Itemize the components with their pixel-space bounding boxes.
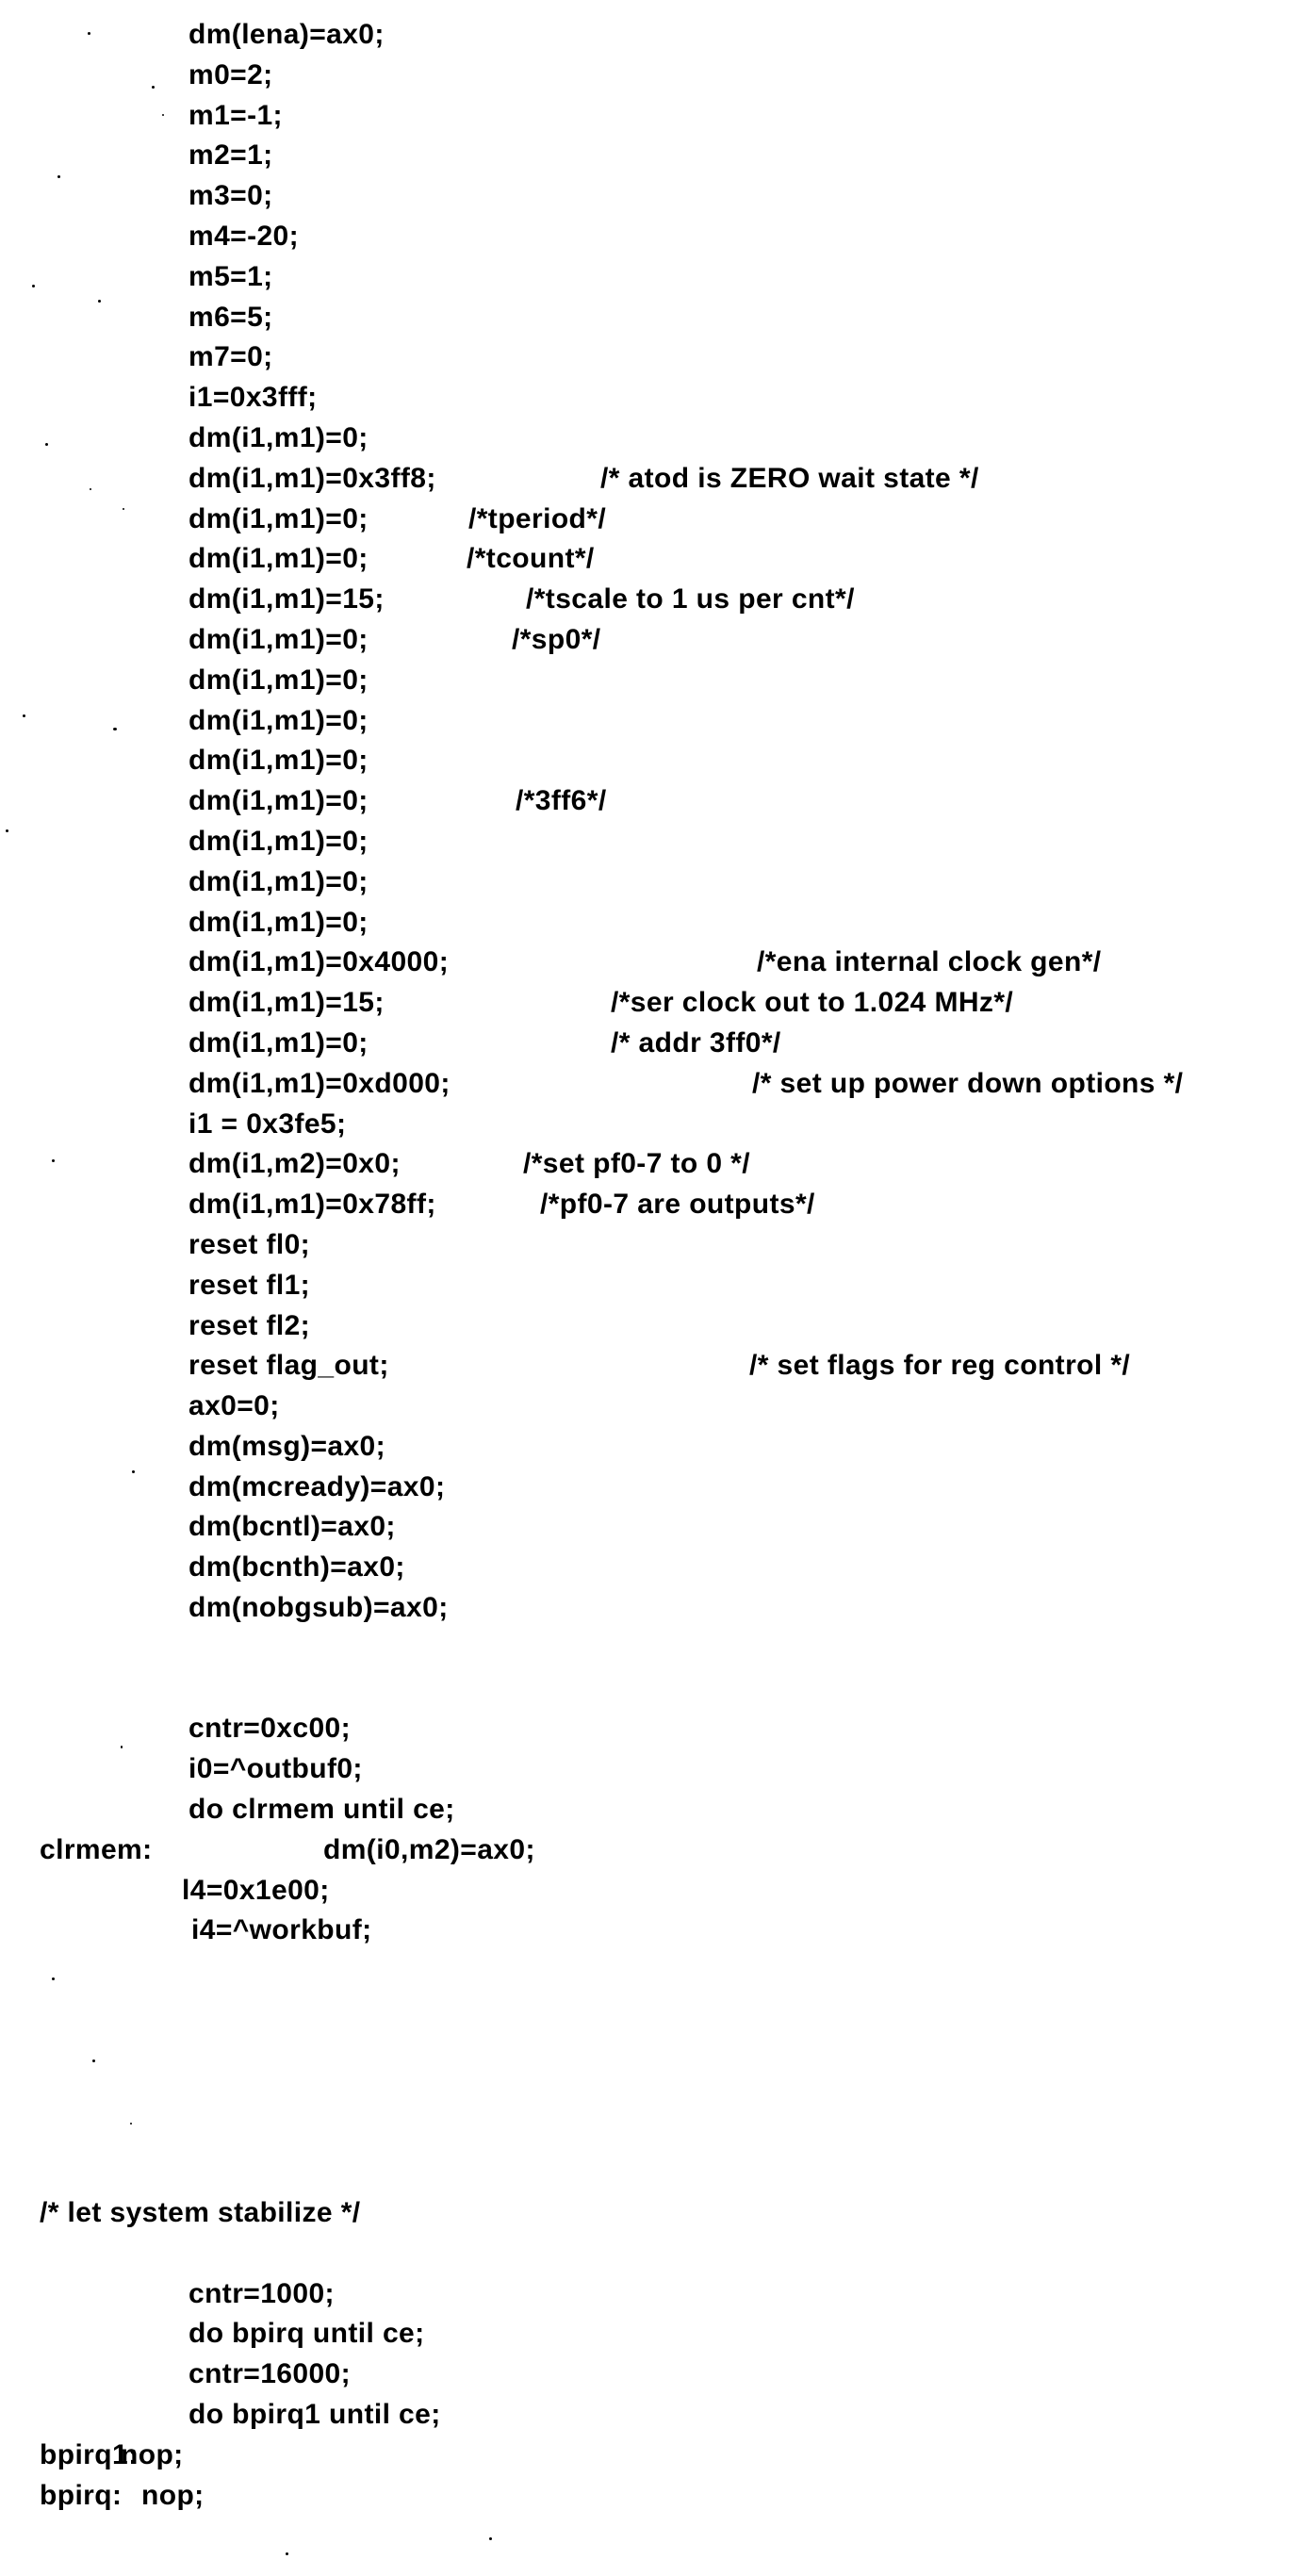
code-comment: /*set pf0-7 to 0 */ (523, 1148, 750, 1180)
scan-noise-speck (57, 175, 60, 178)
scan-noise-speck (32, 285, 35, 287)
code-text: dm(i1,m1)=0; (188, 1026, 369, 1058)
code-text: m3=0; (188, 180, 273, 212)
scan-noise-speck (121, 1746, 123, 1748)
code-text: dm(nobgsub)=ax0; (188, 1592, 449, 1624)
scan-noise-speck (489, 2537, 492, 2540)
code-line (0, 1144, 1311, 1185)
code-line (0, 337, 1311, 378)
code-line (0, 1830, 1311, 1871)
scan-noise-speck (52, 1977, 55, 1980)
code-text: l4=0x1e00; (182, 1874, 330, 1906)
code-text: dm(i1,m1)=0; (188, 543, 369, 575)
scan-noise-speck (52, 1159, 55, 1162)
code-comment: /*sp0*/ (512, 623, 601, 655)
code-line (0, 620, 1311, 661)
code-line (0, 1709, 1311, 1749)
code-text: dm(i1,m1)=0; (188, 906, 369, 938)
scan-noise-speck (113, 728, 117, 730)
code-line (0, 1024, 1311, 1064)
scan-noise-speck (98, 300, 101, 303)
code-text: dm(i1,m1)=0; (188, 421, 369, 453)
code-line (0, 781, 1311, 822)
code-line (0, 96, 1311, 137)
code-text: dm(i1,m1)=0; (188, 623, 369, 655)
code-text: cntr=0xc00; (188, 1713, 352, 1745)
blank-line (0, 1629, 1311, 1669)
code-text: dm(i0,m2)=ax0; (323, 1833, 535, 1865)
code-label: bpirq1: (40, 2438, 139, 2470)
code-text: dm(i1,m1)=0; (188, 785, 369, 817)
code-listing (0, 15, 1311, 2516)
blank-line (0, 2153, 1311, 2193)
code-line (0, 136, 1311, 176)
blank-line (0, 1669, 1311, 1710)
scan-noise-speck (130, 2123, 132, 2125)
code-text: dm(lena)=ax0; (188, 19, 385, 50)
code-text: cntr=16000; (188, 2358, 352, 2390)
code-line (0, 1105, 1311, 1145)
code-line (0, 2314, 1311, 2354)
code-line (0, 15, 1311, 56)
code-line (0, 217, 1311, 257)
scan-noise-speck (90, 488, 91, 490)
code-text: dm(i1,m1)=0x4000; (188, 946, 450, 978)
code-text: reset flag_out; (188, 1350, 389, 1382)
code-line (0, 1346, 1311, 1386)
scan-noise-speck (132, 1470, 135, 1473)
code-text: m7=0; (188, 341, 273, 373)
code-line (0, 459, 1311, 500)
code-line (0, 1507, 1311, 1548)
scan-noise-speck (23, 714, 25, 717)
code-text: cntr=1000; (188, 2277, 335, 2309)
code-line (0, 1911, 1311, 1951)
blank-line (0, 2032, 1311, 2073)
scan-noise-speck (92, 2059, 95, 2062)
code-line (0, 2274, 1311, 2315)
code-text: i0=^outbuf0; (188, 1753, 363, 1785)
scan-noise-speck (45, 443, 48, 446)
code-comment: /*3ff6*/ (516, 785, 607, 817)
code-line (0, 741, 1311, 781)
code-line (0, 176, 1311, 217)
code-comment: /* addr 3ff0*/ (611, 1026, 781, 1058)
code-text: do bpirq1 until ce; (188, 2399, 441, 2431)
scan-noise-speck (6, 829, 8, 832)
code-text: dm(mcready)=ax0; (188, 1470, 446, 1502)
code-text: dm(i1,m1)=0xd000; (188, 1067, 451, 1099)
code-text: dm(bcntl)=ax0; (188, 1511, 396, 1543)
code-line (0, 257, 1311, 298)
code-text: i1 = 0x3fe5; (188, 1108, 347, 1140)
code-text: m4=-20; (188, 220, 300, 252)
code-line (0, 298, 1311, 338)
code-text: dm(i1,m1)=0; (188, 865, 369, 897)
code-text: i1=0x3fff; (188, 382, 318, 414)
code-line (0, 378, 1311, 418)
code-text: reset fl1; (188, 1269, 311, 1301)
code-text: dm(i1,m1)=15; (188, 583, 385, 615)
code-comment: /*tscale to 1 us per cnt*/ (526, 583, 855, 615)
scan-noise-speck (286, 2552, 288, 2555)
code-comment: /*tperiod*/ (468, 502, 607, 534)
code-line (0, 1064, 1311, 1105)
code-line (0, 1185, 1311, 1225)
code-text: dm(i1,m2)=0x0; (188, 1148, 401, 1180)
blank-line (0, 2112, 1311, 2153)
code-text: dm(i1,m1)=0x78ff; (188, 1189, 436, 1221)
code-comment: /* set flags for reg control */ (749, 1350, 1131, 1382)
code-line (0, 1749, 1311, 1790)
code-line (0, 943, 1311, 983)
scan-noise-speck (123, 508, 124, 510)
code-line (0, 2476, 1311, 2517)
code-line (0, 500, 1311, 540)
code-text: dm(i1,m1)=0; (188, 664, 369, 696)
scan-noise-speck (152, 86, 155, 89)
code-text: m1=-1; (188, 99, 283, 131)
blank-line (0, 2234, 1311, 2274)
code-line (0, 862, 1311, 903)
code-line (0, 1306, 1311, 1347)
code-comment: /*pf0-7 are outputs*/ (540, 1189, 815, 1221)
code-comment: /* atod is ZERO wait state */ (600, 462, 979, 494)
code-line (0, 539, 1311, 580)
code-text: m5=1; (188, 260, 273, 292)
code-line (0, 1588, 1311, 1629)
blank-line (0, 1992, 1311, 2032)
code-text: nop; (141, 2479, 205, 2511)
code-line (0, 1871, 1311, 1911)
code-text: dm(i1,m1)=0; (188, 745, 369, 777)
code-line (0, 1427, 1311, 1468)
code-line (0, 983, 1311, 1024)
code-text: ax0=0; (188, 1390, 280, 1422)
code-text: reset fl0; (188, 1228, 311, 1260)
code-line (0, 1468, 1311, 1508)
code-comment: /*tcount*/ (467, 543, 595, 575)
code-text: dm(bcnth)=ax0; (188, 1551, 405, 1583)
code-text: m2=1; (188, 139, 273, 172)
code-text: dm(msg)=ax0; (188, 1430, 386, 1462)
blank-line (0, 1951, 1311, 1992)
code-line (0, 1225, 1311, 1266)
code-line (0, 1266, 1311, 1306)
code-line (0, 822, 1311, 862)
code-line (0, 2354, 1311, 2395)
code-label: clrmem: (40, 1833, 153, 1865)
code-text: dm(i1,m1)=0x3ff8; (188, 462, 436, 494)
code-text: dm(i1,m1)=0; (188, 825, 369, 857)
code-line (0, 1386, 1311, 1427)
code-text: m0=2; (188, 58, 273, 90)
code-line (0, 56, 1311, 96)
code-text: dm(i1,m1)=15; (188, 987, 385, 1019)
code-comment: /*ser clock out to 1.024 MHz*/ (611, 987, 1014, 1019)
code-comment: /*ena internal clock gen*/ (757, 946, 1102, 978)
code-text: dm(i1,m1)=0; (188, 704, 369, 736)
code-line (0, 2193, 1311, 2234)
code-line (0, 418, 1311, 459)
code-line (0, 2436, 1311, 2476)
code-text: reset fl2; (188, 1309, 311, 1341)
code-text: i4=^workbuf; (191, 1914, 372, 1946)
code-line (0, 2395, 1311, 2436)
code-line (0, 1790, 1311, 1830)
code-line (0, 580, 1311, 620)
scan-noise-speck (88, 32, 90, 35)
code-text: do bpirq until ce; (188, 2318, 425, 2350)
code-text: dm(i1,m1)=0; (188, 502, 369, 534)
code-line (0, 661, 1311, 701)
code-line (0, 701, 1311, 742)
code-text: m6=5; (188, 301, 273, 333)
code-text: do clrmem until ce; (188, 1794, 455, 1826)
code-text: nop; (121, 2438, 184, 2470)
code-comment: /* set up power down options */ (752, 1067, 1184, 1099)
blank-line (0, 2073, 1311, 2113)
code-label: bpirq: (40, 2479, 123, 2511)
code-line (0, 903, 1311, 943)
code-line (0, 1548, 1311, 1588)
code-comment: /* let system stabilize */ (40, 2197, 361, 2229)
scan-noise-speck (162, 114, 164, 116)
